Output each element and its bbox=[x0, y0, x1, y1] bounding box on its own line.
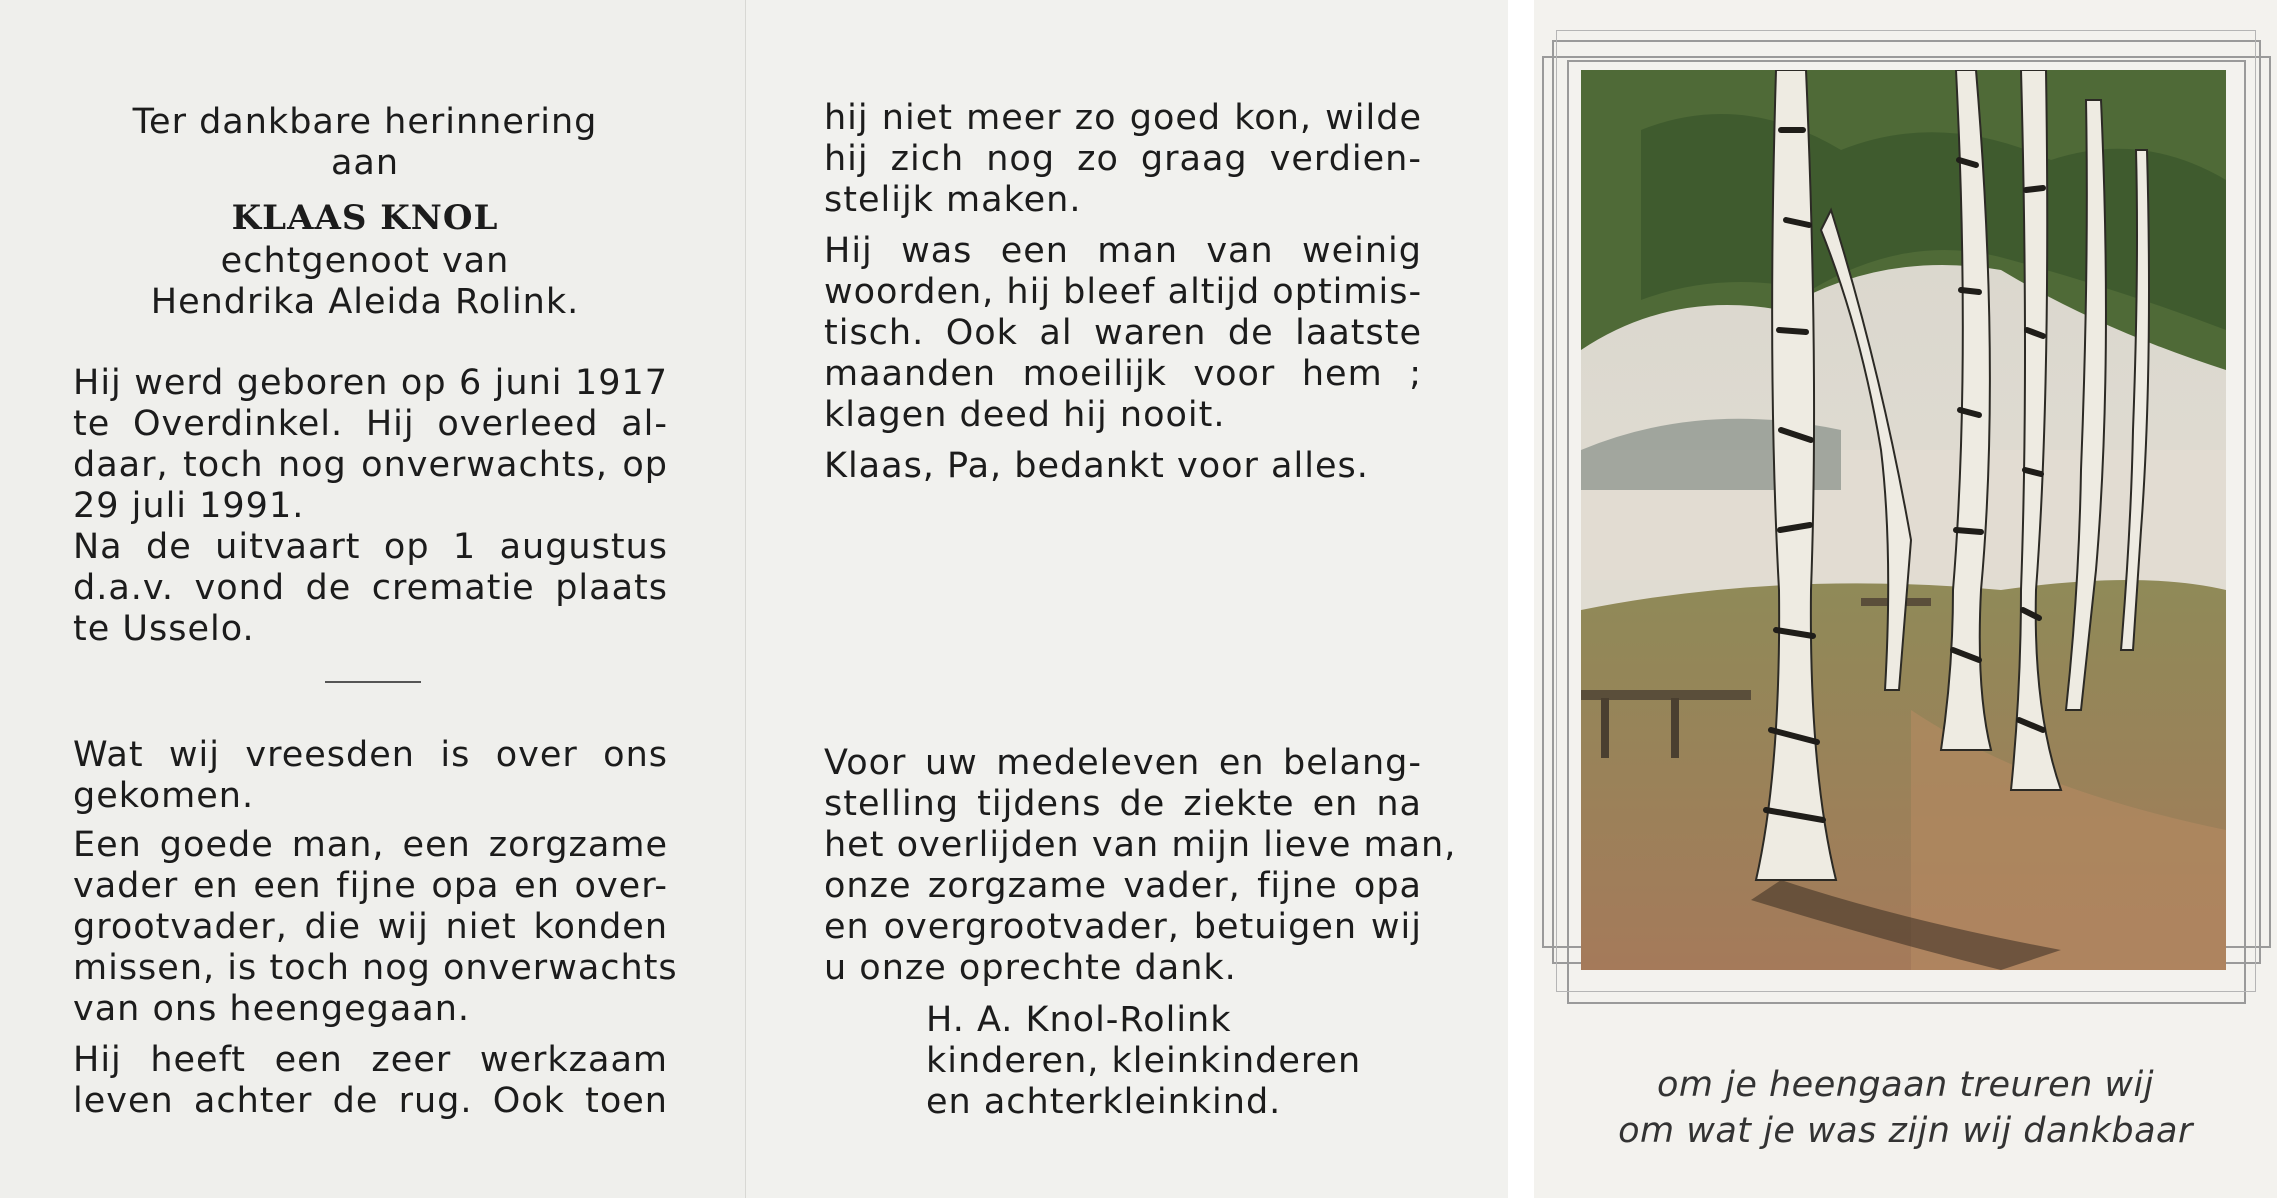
bio-line: 29 juli 1991. bbox=[73, 486, 305, 526]
continued-paragraph bbox=[824, 98, 1422, 221]
remembrance-header bbox=[40, 102, 690, 323]
text-line: grootvader, die wij niet konden bbox=[73, 907, 668, 947]
deceased-name: KLAAS KNOL bbox=[231, 198, 499, 238]
signature-line: kinderen, kleinkinderen bbox=[926, 1041, 1362, 1081]
text-line: stelijk maken. bbox=[824, 180, 1082, 220]
left-card-page bbox=[0, 0, 745, 1198]
page-gap bbox=[1508, 0, 1534, 1200]
birch-trees-lake-photo-icon bbox=[1581, 70, 2226, 970]
bio-line: Na de uitvaart op 1 augustus bbox=[73, 527, 668, 567]
thanks-paragraph bbox=[824, 743, 1457, 989]
bio-line: te Usselo. bbox=[73, 609, 255, 649]
tribute-paragraph bbox=[73, 825, 678, 1030]
text-line: Hij heeft een zeer werkzaam bbox=[73, 1040, 668, 1080]
character-paragraph bbox=[824, 231, 1422, 436]
work-paragraph bbox=[73, 1040, 668, 1122]
text-line: en overgrootvader, betuigen wij bbox=[824, 907, 1422, 947]
middle-card-page bbox=[745, 0, 1509, 1198]
text-line: klagen deed hij nooit. bbox=[824, 395, 1226, 435]
bio-line: te Overdinkel. Hij overleed al- bbox=[73, 404, 668, 444]
spouse-label: echtgenoot van bbox=[220, 241, 510, 281]
bio-line: d.a.v. vond de crematie plaats bbox=[73, 568, 668, 608]
header-line-2: aan bbox=[330, 143, 400, 183]
text-line: leven achter de rug. Ook toen bbox=[73, 1081, 668, 1121]
text-line: het overlijden van mijn lieve man, bbox=[824, 825, 1457, 865]
signature-line: H. A. Knol-Rolink bbox=[926, 1000, 1232, 1040]
text-line: Hij was een man van weinig bbox=[824, 231, 1422, 271]
bio-paragraph bbox=[73, 363, 668, 650]
text-line: woorden, hij bleef altijd optimis- bbox=[824, 272, 1423, 312]
text-line: maanden moeilijk voor hem ; bbox=[824, 354, 1422, 394]
text-line: onze zorgzame vader, fijne opa bbox=[824, 866, 1422, 906]
text-line: Voor uw medeleven en belang- bbox=[824, 743, 1422, 783]
text-line: vader en een fijne opa en over- bbox=[73, 866, 668, 906]
fear-paragraph bbox=[73, 735, 668, 817]
text-line: gekomen. bbox=[73, 776, 255, 816]
signature-block bbox=[926, 1000, 1426, 1123]
text-line: u onze oprechte dank. bbox=[824, 948, 1237, 988]
right-card-page bbox=[1534, 0, 2277, 1198]
text-line: Een goede man, een zorgzame bbox=[73, 825, 668, 865]
bio-line: daar, toch nog onverwachts, op bbox=[73, 445, 668, 485]
text-line: van ons heengegaan. bbox=[73, 989, 471, 1029]
text-line: hij niet meer zo goed kon, wilde bbox=[824, 98, 1422, 138]
text-line: Wat wij vreesden is over ons bbox=[73, 735, 668, 775]
bio-line: Hij werd geboren op 6 juni 1917 bbox=[73, 363, 668, 403]
birch-trees-lake-photo bbox=[1581, 70, 2226, 970]
text-line: stelling tijdens de ziekte en na bbox=[824, 784, 1422, 824]
spouse-name: Hendrika Aleida Rolink. bbox=[150, 282, 580, 322]
header-line-1: Ter dankbare herinnering bbox=[132, 102, 598, 142]
text-line: Klaas, Pa, bedankt voor alles. bbox=[824, 446, 1369, 486]
memorial-caption bbox=[1534, 1062, 2277, 1154]
text-line: tisch. Ook al waren de laatste bbox=[824, 313, 1422, 353]
divider-line bbox=[325, 681, 421, 683]
text-line: missen, is toch nog onverwachts bbox=[73, 948, 678, 988]
signature-line: en achterkleinkind. bbox=[926, 1082, 1282, 1122]
caption-line-1: om je heengaan treuren wij bbox=[1656, 1065, 2154, 1105]
caption-line-2: om wat je was zijn wij dankbaar bbox=[1618, 1111, 2193, 1151]
farewell-line bbox=[824, 446, 1422, 487]
text-line: hij zich nog zo graag verdien- bbox=[824, 139, 1422, 179]
